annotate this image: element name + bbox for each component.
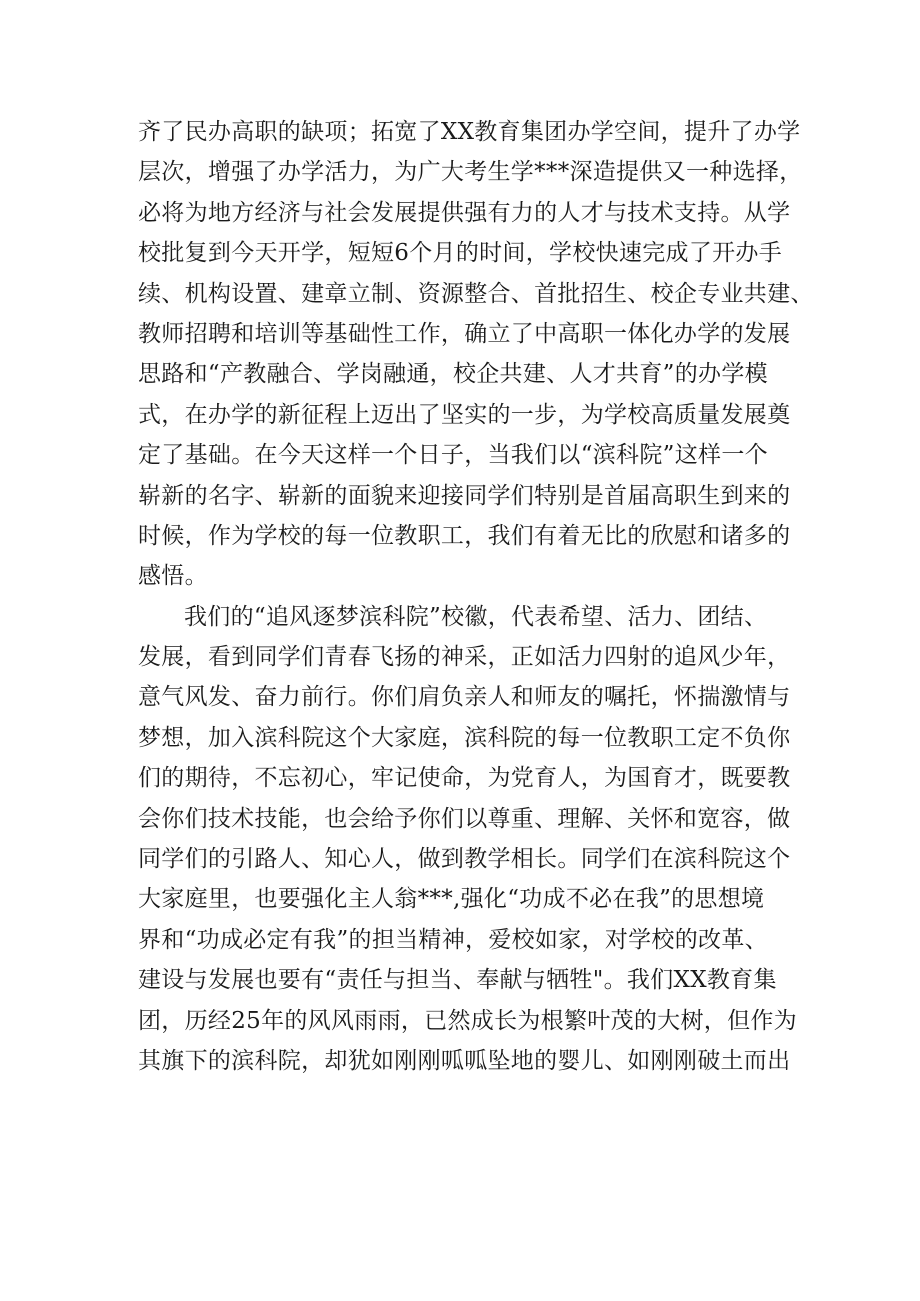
text-line: 定了基础。在今天这样一个日子，当我们以“滨科院”这样一个 — [138, 442, 768, 469]
text-line: 会你们技术技能，也会给予你们以尊重、理解、关怀和宽容，做 — [138, 805, 791, 832]
text-line: 大家庭里，也要强化主人翁***,强化“功成不必在我”的思想境 — [138, 886, 765, 913]
text-line: 续、机构设置、建章立制、资源整合、首批招生、校企专业共建、 — [138, 280, 814, 307]
document-body — [138, 112, 818, 1081]
text-line: 其旗下的滨科院，却犹如刚刚呱呱坠地的婴儿、如刚刚破土而出 — [138, 1047, 791, 1074]
text-line: 们的期待，不忘初心，牢记使命，为党育人，为国育才，既要教 — [138, 765, 791, 792]
text-line: 层次，增强了办学活力，为广大考生学***深造提供又一种选择， — [138, 159, 803, 186]
paragraph-2 — [138, 597, 818, 1082]
text-line: 团，历经25年的风风雨雨，已然成长为根繁叶茂的大树，但作为 — [138, 1007, 797, 1034]
text-line: 校批复到今天开学，短短6个月的时间，学校快速完成了开办手 — [138, 240, 783, 267]
text-line: 崭新的名字、崭新的面貌来迎接同学们特别是首届高职生到来的 — [138, 482, 791, 509]
text-line: 发展，看到同学们青春飞扬的神采，正如活力四射的追风少年， — [138, 644, 791, 671]
text-line: 同学们的引路人、知心人，做到教学相长。同学们在滨科院这个 — [138, 846, 791, 873]
text-line: 式，在办学的新征程上迈出了坚实的一步，为学校高质量发展奠 — [138, 401, 791, 428]
text-line: 梦想，加入滨科院这个大家庭，滨科院的每一位教职工定不负你 — [138, 724, 791, 751]
text-line: 界和“功成必定有我”的担当精神，爱校如家，对学校的改革、 — [138, 926, 768, 953]
text-line: 齐了民办高职的缺项；拓宽了XX教育集团办学空间，提升了办学 — [138, 119, 801, 145]
text-line: 建设与发展也要有“责任与担当、奉献与牺牲"。我们XX教育集 — [138, 967, 777, 994]
text-line: 教师招聘和培训等基础性工作，确立了中高职一体化办学的发展 — [138, 320, 791, 347]
text-line: 时候，作为学校的每一位教职工，我们有着无比的欣慰和诸多的 — [138, 522, 791, 549]
paragraph-1 — [138, 112, 818, 597]
text-line-indented: 我们的“追风逐梦滨科院”校徽，代表希望、活力、团结、 — [184, 603, 768, 630]
text-line: 感悟。 — [138, 563, 208, 590]
text-line: 必将为地方经济与社会发展提供强有力的人才与技术支持。从学 — [138, 199, 791, 226]
text-line: 意气风发、奋力前行。你们肩负亲人和师友的嘱托，怀揣激情与 — [138, 684, 791, 711]
text-line: 思路和“产教融合、学岗融通，校企共建、人才共育”的办学模 — [138, 361, 768, 388]
